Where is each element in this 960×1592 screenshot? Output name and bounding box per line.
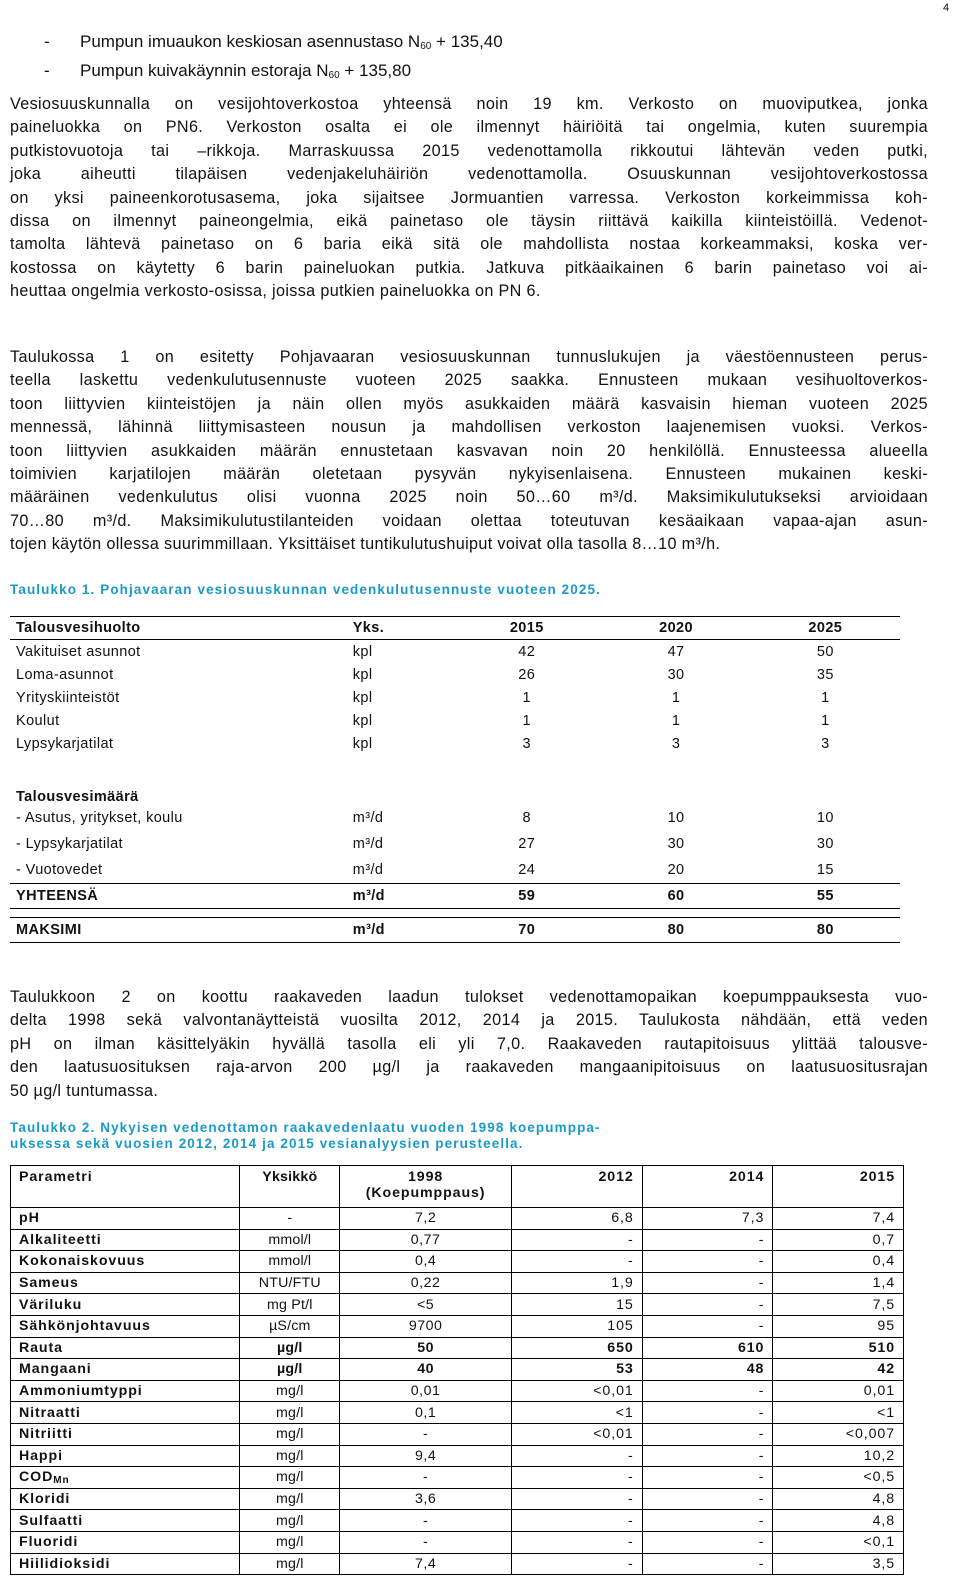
table1-caption: Taulukko 1. Pohjavaaran vesiosuuskunnan vedenkulutusennuste vuoteen 2025.	[10, 582, 601, 597]
table-cell: 3	[671, 735, 681, 752]
table-row	[10, 709, 900, 732]
table-cell: Nitraatti	[11, 1402, 240, 1424]
table-cell: mg/l	[240, 1423, 340, 1445]
table-cell: $COD_{Mn}$	[11, 1467, 240, 1489]
table-cell: -	[340, 1423, 512, 1445]
table-cell: 4,8	[773, 1488, 904, 1510]
table-row	[11, 1294, 904, 1316]
table-cell: 0,22	[340, 1272, 512, 1294]
table-cell: -	[642, 1510, 773, 1532]
table-cell: 26	[518, 666, 536, 683]
table-cell: Yrityskiinteistöt	[16, 689, 120, 706]
table-cell: 2014	[642, 1166, 773, 1208]
table-cell: 0,7	[773, 1229, 904, 1251]
text-line: kostossa on käytetty 6 barin paineluokan putkia. Jatkuva pitkäaikainen 6 barin painetaso voi ai-	[10, 258, 928, 277]
text-line: paineluokka on PN6. Verkoston osalta ei ole ilmennyt häiriöitä tai ongelmia, kuten suurempia	[10, 118, 928, 137]
table-row	[11, 1445, 904, 1467]
table-cell: 60	[601, 884, 750, 909]
table-cell: 50	[340, 1337, 512, 1359]
table-cell: -	[512, 1531, 643, 1553]
table-cell: Happi	[11, 1445, 240, 1467]
table-cell: m³/d	[352, 836, 384, 852]
table-cell: Väriluku	[11, 1294, 240, 1316]
table-cell: µg/l	[240, 1337, 340, 1359]
table-cell: Sähkönjohtavuus	[11, 1315, 240, 1337]
page-number: 4	[943, 2, 950, 14]
table-cell: mg/l	[240, 1467, 340, 1489]
table-cell: 510	[773, 1337, 904, 1359]
table-cell: Talousvesihuolto	[10, 617, 347, 640]
text-line: heuttaa ongelmia verkosto-osissa, joissa putkien paineluokka on PN 6.	[10, 282, 541, 301]
table-cell: -	[340, 1510, 512, 1532]
table-cell: 1998 (Koepumppaus)	[340, 1166, 512, 1208]
text-line: mennessä, lähinnä liittymisasteen nousun ja mahdollisen verkoston laajenemisen vuoksi. Verkos-	[10, 418, 928, 437]
table-cell: 3,6	[340, 1488, 512, 1510]
table-cell: -	[642, 1531, 773, 1553]
bullet-list	[44, 30, 503, 88]
table-cell: 70	[452, 918, 601, 943]
table-cell: kpl	[352, 735, 373, 752]
table-cell: 10	[667, 810, 685, 826]
table-cell: Nitriitti	[11, 1423, 240, 1445]
table-cell: 1	[671, 689, 681, 706]
table-cell: Kloridi	[11, 1488, 240, 1510]
table-row	[10, 775, 900, 805]
table-cell: µS/cm	[240, 1315, 340, 1337]
table-cell: kpl	[352, 689, 373, 706]
table-row	[11, 1208, 904, 1230]
table-cell: 7,4	[773, 1208, 904, 1230]
table-cell: 105	[512, 1315, 643, 1337]
table-cell: <1	[773, 1402, 904, 1424]
table-row	[10, 805, 900, 831]
table-cell: m³/d	[347, 884, 452, 909]
table-cell: -	[512, 1445, 643, 1467]
table-row	[10, 663, 900, 686]
table-cell: 35	[816, 666, 834, 683]
table-cell: 27	[518, 836, 536, 852]
table-cell: 53	[512, 1359, 643, 1381]
table-cell: -	[512, 1467, 643, 1489]
table-cell: m³/d	[347, 918, 452, 943]
text-line: den laatusuosituksen raja-arvon 200 µg/l ja raakaveden mangaanipitoisuus on laatusuositusrajan	[10, 1058, 928, 1077]
table-cell: Fluoridi	[11, 1531, 240, 1553]
table-cell: - Vuotovedet	[16, 862, 103, 878]
table-cell: -	[340, 1467, 512, 1489]
table-cell: 59	[452, 884, 601, 909]
table-cell: 2025	[751, 617, 900, 640]
table-cell: -	[642, 1380, 773, 1402]
table-cell: mmol/l	[240, 1251, 340, 1273]
table-cell: Talousvesimäärä	[16, 789, 139, 805]
table-row	[11, 1380, 904, 1402]
table-cell: 9,4	[340, 1445, 512, 1467]
table-row	[11, 1229, 904, 1251]
table-cell: 2015	[773, 1166, 904, 1208]
table-cell: -	[642, 1553, 773, 1575]
table-cell: -	[642, 1315, 773, 1337]
table-cell: <5	[340, 1294, 512, 1316]
table-cell: 4,8	[773, 1510, 904, 1532]
table-raw-water-quality	[10, 1165, 904, 1575]
table-cell: Sameus	[11, 1272, 240, 1294]
table-cell: YHTEENSÄ	[10, 884, 347, 909]
table-cell: 610	[642, 1337, 773, 1359]
table-cell: 30	[816, 836, 834, 852]
table-cell: Hiilidioksidi	[11, 1553, 240, 1575]
table-row	[10, 686, 900, 709]
table-row	[11, 1531, 904, 1553]
table-cell: mg/l	[240, 1445, 340, 1467]
table-cell: <0,01	[512, 1380, 643, 1402]
table-cell: 650	[512, 1337, 643, 1359]
table-cell: 80	[601, 918, 750, 943]
table-cell: -	[512, 1229, 643, 1251]
table-row	[11, 1315, 904, 1337]
table-cell: -	[642, 1488, 773, 1510]
table-consumption-forecast	[10, 616, 900, 943]
table-row	[11, 1423, 904, 1445]
table-cell: 1	[522, 689, 531, 706]
text-line: 50 µg/l tuntumassa.	[10, 1081, 159, 1100]
table-row	[11, 1488, 904, 1510]
table-row	[11, 1272, 904, 1294]
table-cell: 30	[667, 666, 685, 683]
table-cell: Sulfaatti	[11, 1510, 240, 1532]
table-row	[10, 918, 900, 943]
text-line: Taulukkoon 2 on koottu raakaveden laadun tulokset vedenottamopaikan koepumppauksesta vuo-	[10, 988, 928, 1006]
table-cell: Rauta	[11, 1337, 240, 1359]
table-row	[11, 1251, 904, 1273]
table-cell: - Asutus, yritykset, koulu	[16, 810, 183, 826]
table-row	[10, 831, 900, 857]
table-cell: m³/d	[352, 862, 384, 878]
table-cell: Kokonaiskovuus	[11, 1251, 240, 1273]
table-cell: <0,1	[773, 1531, 904, 1553]
text-line: Taulukossa 1 on esitetty Pohjavaaran vesiosuuskunnan tunnuslukujen ja väestöennusteen perus-	[10, 348, 928, 366]
table-cell: -	[642, 1272, 773, 1294]
table-cell: 55	[751, 884, 900, 909]
table-cell: Alkaliteetti	[11, 1229, 240, 1251]
table-cell: 3,5	[773, 1553, 904, 1575]
paragraph-raw-water	[10, 986, 928, 1103]
table-cell: 1,9	[512, 1272, 643, 1294]
table-cell: -	[512, 1488, 643, 1510]
table-row	[10, 884, 900, 909]
table-cell: <0,01	[512, 1423, 643, 1445]
text-line: pH on ilman käsittelyäkin hyvällä tasolla eli yli 7,0. Raakaveden rautapitoisuus ylittää talousve-	[10, 1034, 928, 1053]
table-cell: 2012	[512, 1166, 643, 1208]
table-cell: 6,8	[512, 1208, 643, 1230]
table-cell: 7,3	[642, 1208, 773, 1230]
table-cell: Koulut	[16, 712, 60, 729]
table-cell: mg/l	[240, 1380, 340, 1402]
table-cell: 9700	[340, 1315, 512, 1337]
table-cell: 24	[518, 862, 536, 878]
table-cell: 15	[512, 1294, 643, 1316]
table-cell: <1	[512, 1402, 643, 1424]
table-cell: 0,4	[773, 1251, 904, 1273]
bullet-item: - Pumpun imuaukon keskiosan asennustaso $N_{60} + 135,40$	[44, 32, 503, 52]
table-header-row	[11, 1166, 904, 1208]
table-cell: -	[512, 1510, 643, 1532]
table-cell: - Lypsykarjatilat	[16, 836, 123, 852]
table-cell: 1,4	[773, 1272, 904, 1294]
text-line: toimivien karjatilojen määrän oletetaan pysyvän nykyisenlaisena. Ennusteen mukainen keski-	[10, 465, 928, 484]
table-cell: 1	[821, 712, 830, 729]
table-cell: 50	[816, 643, 834, 660]
table-cell: 30	[667, 836, 685, 852]
text-line: 70…80 m³/d. Maksimikulutustilanteiden voidaan olettaa toteutuvan kesäaikaan vapaa-ajan asun-	[10, 511, 928, 530]
text-line: määräinen vedenkulutus olisi vuonna 2025 noin 50…60 m³/d. Maksimikulutukseksi arvioidaan	[10, 488, 928, 507]
table-cell: 1	[522, 712, 531, 729]
table-cell: 47	[667, 643, 685, 660]
table-cell: MAKSIMI	[10, 918, 347, 943]
paragraph-network	[10, 93, 928, 304]
table-cell: <0,007	[773, 1423, 904, 1445]
table-cell: Lypsykarjatilat	[16, 735, 114, 752]
table-cell: Loma-asunnot	[16, 666, 114, 683]
table-row	[10, 732, 900, 755]
table-cell: <0,5	[773, 1467, 904, 1489]
table-cell: -	[642, 1229, 773, 1251]
table-cell: -	[240, 1208, 340, 1230]
table-row	[11, 1359, 904, 1381]
text-line: on yksi paineenkorotusasema, joka sijaitsee Jormuantien varressa. Verkoston korkeimmissa koh-	[10, 188, 928, 207]
table-cell: 0,77	[340, 1229, 512, 1251]
text-line: tamolta lähtevä painetaso on 6 baria eikä sitä ole mahdollista nostaa korkeammaksi, koska ver-	[10, 235, 928, 254]
table-cell: 0,1	[340, 1402, 512, 1424]
table-cell: 1	[821, 689, 830, 706]
table-cell: µg/l	[240, 1359, 340, 1381]
table-cell: Vakituiset asunnot	[16, 643, 141, 660]
table-row	[10, 640, 900, 664]
table-cell: NTU/FTU	[240, 1272, 340, 1294]
text-line: dissa on ilmennyt paineongelmia, eikä painetaso ole täysin riittävä kaikilla kiinteistöillä. Vedenot-	[10, 212, 928, 231]
text-line: teella laskettu vedenkulutusennuste vuoteen 2025 saakka. Ennusteen mukaan vesihuoltoverkos-	[10, 371, 928, 390]
text-line: Vesiosuuskunnalla on vesijohtoverkostoa yhteensä noin 19 km. Verkosto on muoviputkea, jonka	[10, 95, 928, 113]
table-cell: Mangaani	[11, 1359, 240, 1381]
table-cell: pH	[11, 1208, 240, 1230]
table-cell: -	[642, 1423, 773, 1445]
table-cell: 95	[773, 1315, 904, 1337]
table-cell: -	[512, 1251, 643, 1273]
table-cell: -	[642, 1402, 773, 1424]
table-row	[11, 1553, 904, 1575]
table-cell: 0,4	[340, 1251, 512, 1273]
table-cell: 0,01	[340, 1380, 512, 1402]
table-cell: 2015	[452, 617, 601, 640]
table-cell: 7,4	[340, 1553, 512, 1575]
table-cell: Yksikkö	[240, 1166, 340, 1208]
text-line: joka aiheutti tilapäisen vedenjakeluhäiriön vedenottamolla. Osuuskunnan vesijohtoverkostossa	[10, 165, 928, 184]
table-cell: 3	[522, 735, 531, 752]
table-cell: kpl	[352, 666, 373, 683]
text-line: delta 1998 sekä valvontanäytteistä vuosilta 2012, 2014 ja 2015. Taulukosta nähdään, että veden	[10, 1011, 928, 1030]
table-cell: -	[340, 1531, 512, 1553]
table-cell: 42	[773, 1359, 904, 1381]
table-cell: -	[512, 1553, 643, 1575]
table-cell: 7,2	[340, 1208, 512, 1230]
table-cell: 10	[816, 810, 834, 826]
table-cell: kpl	[352, 643, 373, 660]
table-cell: 20	[667, 862, 685, 878]
table-cell: -	[642, 1445, 773, 1467]
table-cell: 15	[816, 862, 834, 878]
table-cell: -	[642, 1251, 773, 1273]
table-cell: Yks.	[347, 617, 452, 640]
table-cell: -	[642, 1467, 773, 1489]
table-cell: 80	[751, 918, 900, 943]
table-cell: 42	[518, 643, 536, 660]
table-cell: mg Pt/l	[240, 1294, 340, 1316]
table-row	[11, 1510, 904, 1532]
table-cell: m³/d	[352, 810, 384, 826]
table-cell: mmol/l	[240, 1229, 340, 1251]
paragraph-consumption	[10, 346, 928, 557]
table-cell: 40	[340, 1359, 512, 1381]
table-row	[11, 1402, 904, 1424]
text-line: toon liittyvien kiinteistöjen ja näin ollen myös asukkaiden määrä kasvaisin hieman vuoteen 2025	[10, 394, 928, 413]
table-row	[10, 617, 900, 640]
table-cell: 10,2	[773, 1445, 904, 1467]
table2-caption: Taulukko 2. Nykyisen vedenottamon raakavedenlaatu vuoden 1998 koepumppa- uksessa sekä vuosien 2012, 2014 ja 2015 vesianalyysien perusteella.	[10, 1120, 601, 1151]
table-cell: mg/l	[240, 1553, 340, 1575]
text-line: toon liittyvien asukkaiden määrän ennustetaan kasvavan noin 20 henkilöllä. Ennusteessa alueella	[10, 441, 928, 460]
text-line: tojen käytön ollessa suurimmillaan. Yksittäiset tuntikulutushuiput voivat olla tasolla 8…10 m³/h.	[10, 535, 721, 554]
table-cell: mg/l	[240, 1510, 340, 1532]
table-cell: 0,01	[773, 1380, 904, 1402]
bullet-item: - Pumpun kuivakäynnin estoraja $N_{60} + 135,80$	[44, 61, 412, 81]
table-cell: kpl	[352, 712, 373, 729]
table-cell: 2020	[601, 617, 750, 640]
table-row	[11, 1467, 904, 1489]
table-cell: -	[642, 1294, 773, 1316]
table-cell: Ammoniumtyppi	[11, 1380, 240, 1402]
table-cell: mg/l	[240, 1488, 340, 1510]
table-cell: 3	[821, 735, 830, 752]
table-row	[11, 1337, 904, 1359]
table-cell: 8	[522, 810, 531, 826]
table-cell: Parametri	[11, 1166, 240, 1208]
table-cell: mg/l	[240, 1531, 340, 1553]
table-cell: mg/l	[240, 1402, 340, 1424]
table-row	[10, 857, 900, 884]
table-cell: 7,5	[773, 1294, 904, 1316]
table-cell: 1	[671, 712, 681, 729]
table-cell: 48	[642, 1359, 773, 1381]
text-line: putkistovuotoja tai –rikkoja. Marraskuussa 2015 vedenottamolla rikkoutui lähtevän veden putki,	[10, 141, 928, 160]
